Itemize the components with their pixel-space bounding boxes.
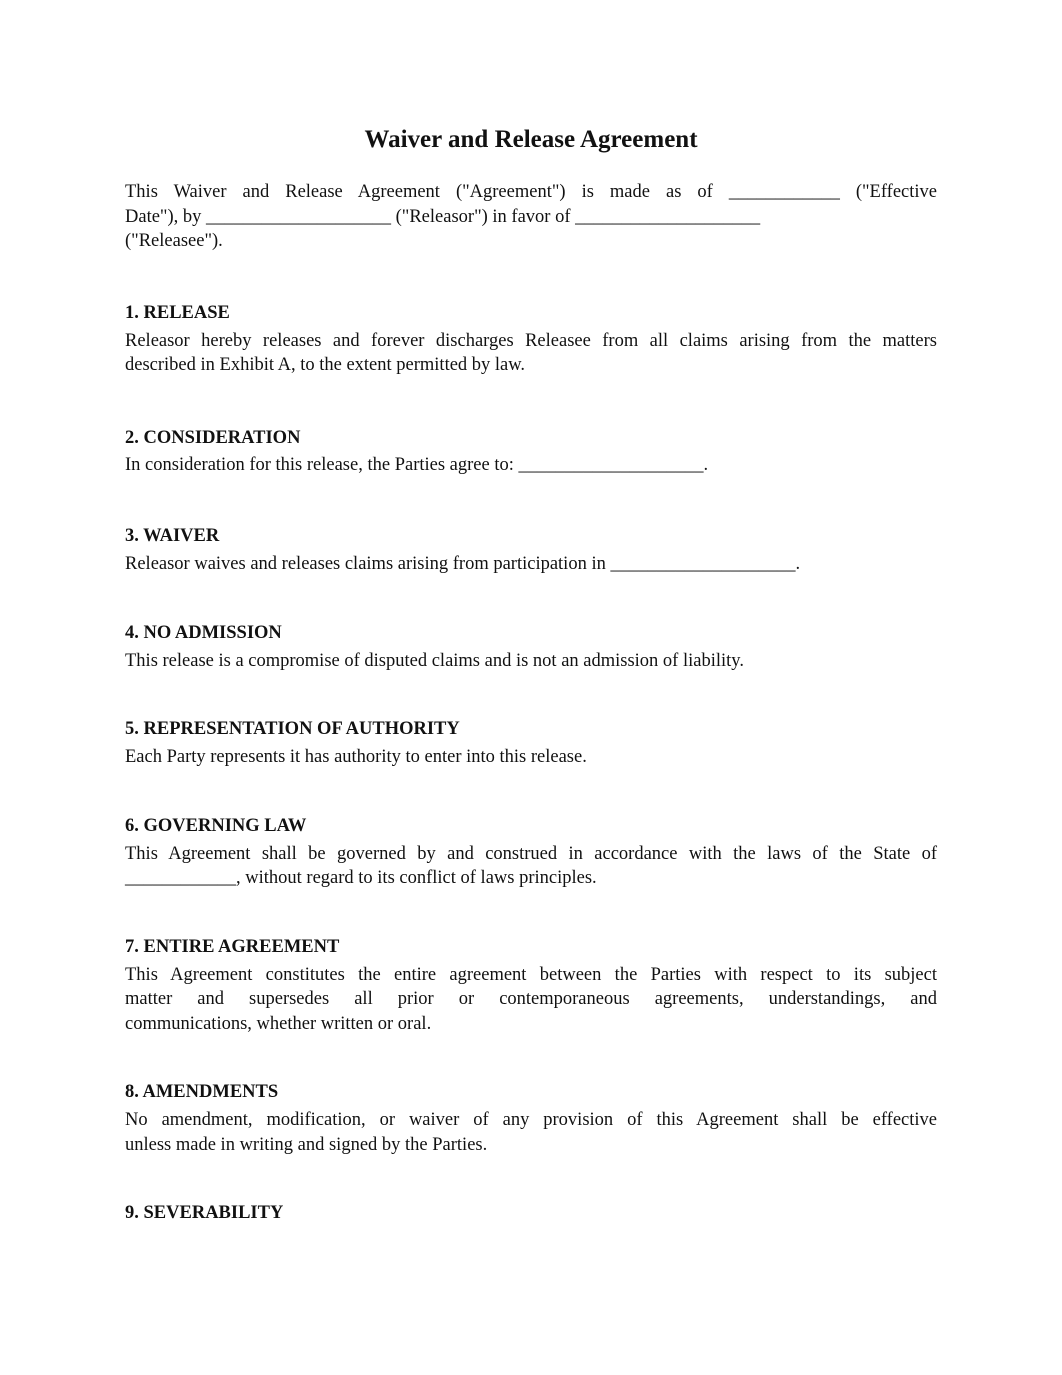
intro-line-2: Date"), by ____________________ ("Releasor") in favor of ____________________ <box>125 206 761 227</box>
section-governing-law <box>125 814 937 891</box>
section-line: matter and supersedes all prior or contemporaneous agreements, understandings, and <box>125 989 937 1009</box>
section-body <box>125 453 937 478</box>
section-line: Each Party represents it has authority to enter into this release. <box>125 747 587 767</box>
section-heading: 6. GOVERNING LAW <box>125 815 307 836</box>
section-line: This Agreement shall be governed by and construed in accordance with the laws of the State of <box>125 843 937 864</box>
section-waiver <box>125 524 937 577</box>
section-body <box>125 552 937 577</box>
section-line: communications, whether written or oral. <box>125 1013 432 1034</box>
section-line: Releasor hereby releases and forever discharges Releasee from all claims arising from the matters <box>125 330 937 351</box>
section-heading: 8. AMENDMENTS <box>125 1082 279 1102</box>
intro-line-1: This Waiver and Release Agreement ("Agreement") is made as of ____________ ("Effective <box>125 182 937 202</box>
intro-paragraph <box>125 180 937 254</box>
section-entire-agreement <box>125 935 937 1037</box>
section-consideration <box>125 426 937 478</box>
section-representation-of-authority <box>125 717 937 770</box>
document-body <box>125 180 937 1225</box>
section-heading: 7. ENTIRE AGREEMENT <box>125 936 340 957</box>
section-line: This Agreement constitutes the entire agreement between the Parties with respect to its subject <box>125 964 937 985</box>
section-heading: 1. RELEASE <box>125 302 230 323</box>
section-body <box>125 329 937 378</box>
document-title: Waiver and Release Agreement <box>364 126 698 153</box>
section-amendments <box>125 1080 937 1157</box>
section-no-admission <box>125 621 937 674</box>
section-line: described in Exhibit A, to the extent permitted by law. <box>125 355 526 375</box>
section-line: In consideration for this release, the Parties agree to: ____________________. <box>125 454 709 475</box>
intro-line-3: ("Releasee"). <box>125 231 223 251</box>
section-line: unless made in writing and signed by the Parties. <box>125 1134 488 1155</box>
section-line: No amendment, modification, or waiver of any provision of this Agreement shall be effective <box>125 1110 937 1130</box>
section-severability <box>125 1201 937 1225</box>
section-line: Releasor waives and releases claims arising from participation in ____________________. <box>125 554 801 574</box>
section-heading: 4. NO ADMISSION <box>125 622 282 643</box>
section-line: This release is a compromise of disputed claims and is not an admission of liability. <box>125 650 744 671</box>
section-line: ____________, without regard to its conflict of laws principles. <box>125 868 597 888</box>
section-release <box>125 301 937 378</box>
section-body <box>125 649 937 674</box>
section-heading: 5. REPRESENTATION OF AUTHORITY <box>125 719 460 739</box>
section-heading: 3. WAIVER <box>125 526 220 546</box>
section-body <box>125 745 937 770</box>
section-body <box>125 842 937 891</box>
section-body <box>125 963 937 1037</box>
section-heading: 2. CONSIDERATION <box>125 427 301 448</box>
section-heading: 9. SEVERABILITY <box>125 1203 284 1223</box>
section-body <box>125 1108 937 1157</box>
